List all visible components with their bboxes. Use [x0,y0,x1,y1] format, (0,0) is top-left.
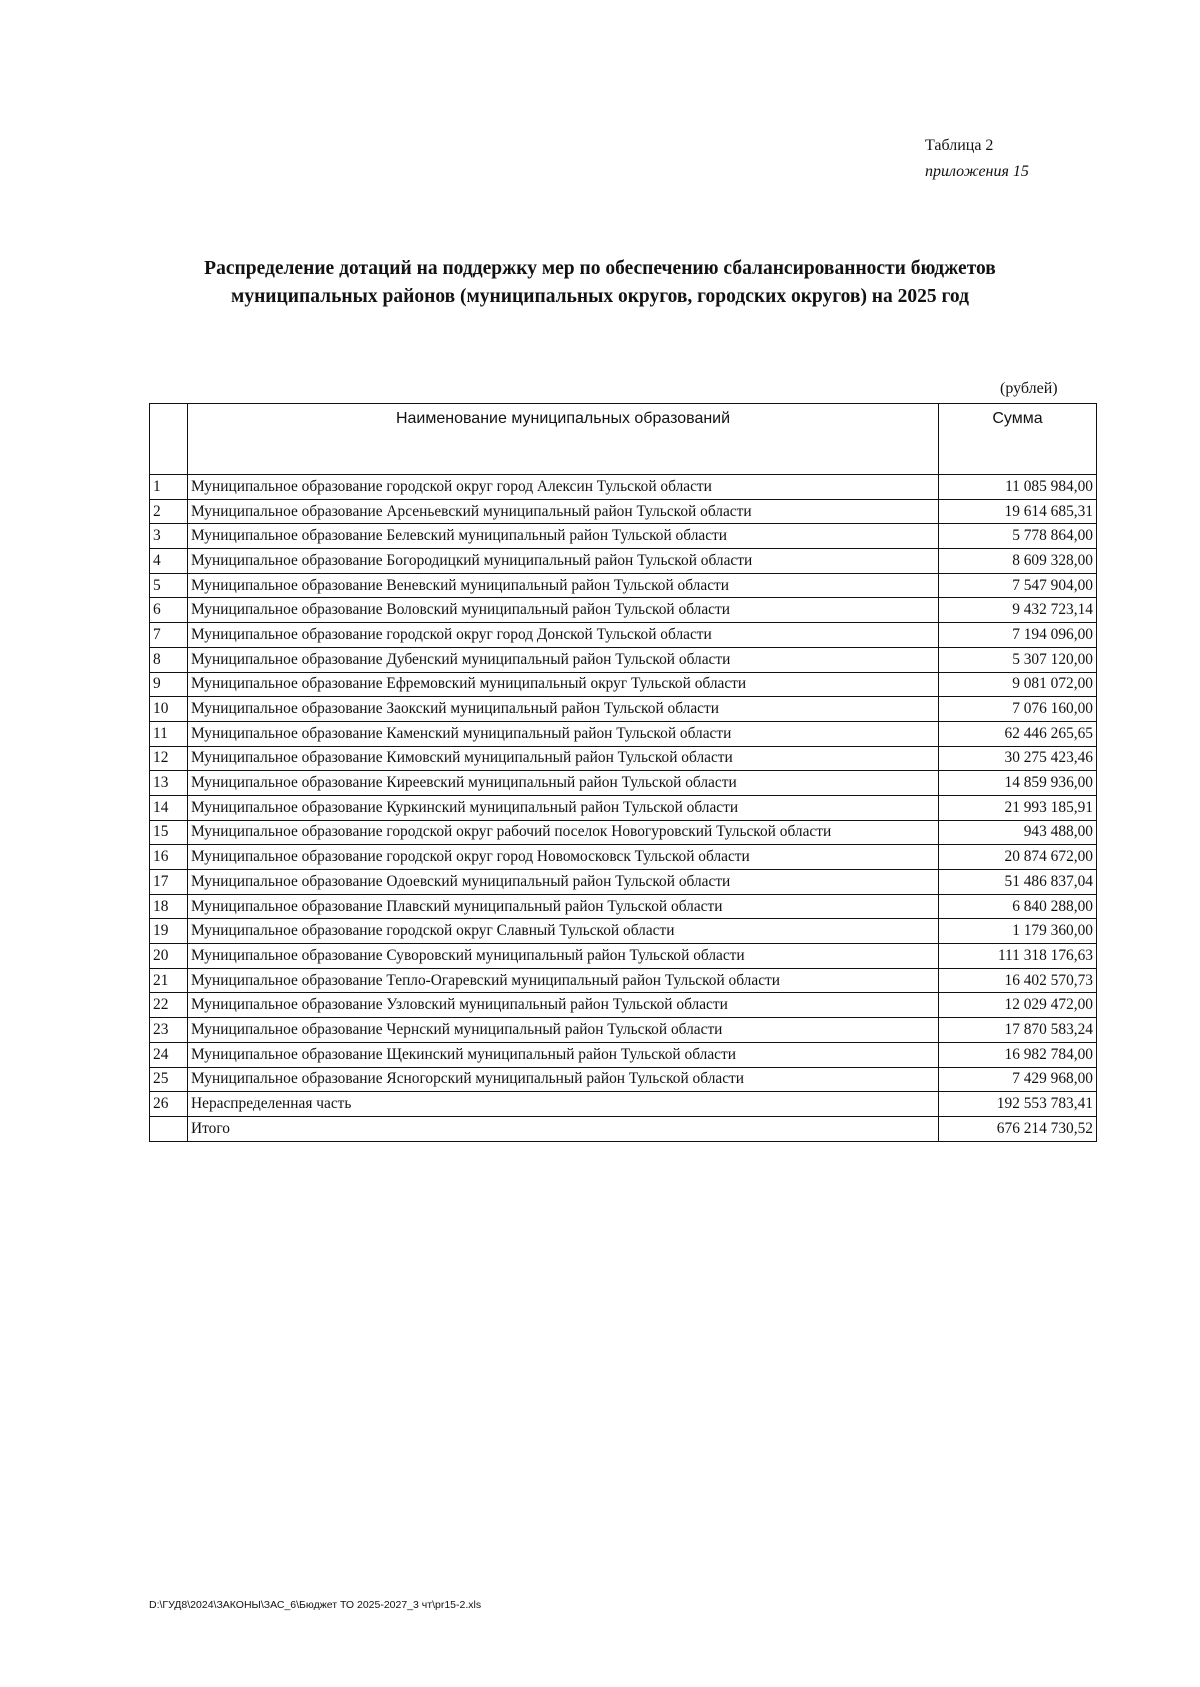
table-row [150,968,1097,993]
amount-cell: 9 432 723,14 [939,598,1097,623]
amount-cell: 9 081 072,00 [939,672,1097,697]
row-number-cell [150,1116,188,1141]
file-path-footer: D:\ГУД8\2024\ЗАКОНЫ\ЗАС_6\Бюджет ТО 2025-2027_3 чт\pr15-2.xls [149,1599,482,1611]
table-row [150,746,1097,771]
row-number-cell: 16 [150,845,188,870]
row-number-cell: 2 [150,499,188,524]
municipality-name-cell: Итого [188,1116,939,1141]
table-row [150,1042,1097,1067]
table-row [150,1018,1097,1043]
table-header-row [150,404,1097,475]
amount-cell: 20 874 672,00 [939,845,1097,870]
table-row [150,820,1097,845]
amount-cell: 676 214 730,52 [939,1116,1097,1141]
table-row [150,721,1097,746]
municipality-name-cell: Муниципальное образование Белевский муниципальный район Тульской области [188,524,939,549]
row-number-cell: 26 [150,1092,188,1117]
amount-cell: 7 547 904,00 [939,573,1097,598]
municipality-name-cell: Муниципальное образование Щекинский муниципальный район Тульской области [188,1042,939,1067]
row-number-cell: 22 [150,993,188,1018]
municipality-name-cell: Муниципальное образование Заокский муниципальный район Тульской области [188,697,939,722]
table-row [150,771,1097,796]
amount-cell: 16 982 784,00 [939,1042,1097,1067]
municipality-name-cell: Муниципальное образование Ясногорский муниципальный район Тульской области [188,1067,939,1092]
municipality-name-cell: Муниципальное образование городской округ Славный Тульской области [188,919,939,944]
row-number-cell: 13 [150,771,188,796]
municipality-name-cell: Муниципальное образование Богородицкий муниципальный район Тульской области [188,549,939,574]
row-number-cell: 20 [150,944,188,969]
municipality-name-cell: Муниципальное образование Арсеньевский муниципальный район Тульской области [188,499,939,524]
amount-cell: 17 870 583,24 [939,1018,1097,1043]
amount-cell: 7 076 160,00 [939,697,1097,722]
amount-cell: 62 446 265,65 [939,721,1097,746]
table-row [150,475,1097,500]
header-attachment [925,133,1029,185]
municipality-name-cell: Муниципальное образование Дубенский муниципальный район Тульской области [188,647,939,672]
municipality-name-cell: Муниципальное образование Каменский муниципальный район Тульской области [188,721,939,746]
amount-cell: 14 859 936,00 [939,771,1097,796]
amount-cell: 12 029 472,00 [939,993,1097,1018]
table-row [150,845,1097,870]
row-number-cell: 7 [150,623,188,648]
row-number-cell: 10 [150,697,188,722]
amount-cell: 7 194 096,00 [939,623,1097,648]
municipality-name-cell: Муниципальное образование городской округ город Донской Тульской области [188,623,939,648]
total-row [150,1116,1097,1141]
appendix-label: приложения 15 [925,163,1029,180]
table-row [150,549,1097,574]
municipality-name-cell: Муниципальное образование Воловский муниципальный район Тульской области [188,598,939,623]
amount-cell: 30 275 423,46 [939,746,1097,771]
row-number-cell: 19 [150,919,188,944]
table-row [150,1067,1097,1092]
municipality-name-cell: Муниципальное образование Ефремовский муниципальный округ Тульской области [188,672,939,697]
row-number-cell: 15 [150,820,188,845]
row-number-cell: 4 [150,549,188,574]
municipality-name-cell: Муниципальное образование Веневский муниципальный район Тульской области [188,573,939,598]
table-label: Таблица 2 [925,137,994,154]
document-title [120,255,1080,311]
table-row [150,870,1097,895]
row-number-cell: 18 [150,894,188,919]
table-row [150,672,1097,697]
table-row [150,919,1097,944]
municipality-name-cell: Муниципальное образование городской округ город Алексин Тульской области [188,475,939,500]
title-line-2: муниципальных районов (муниципальных округов, городских округов) на 2025 год [231,286,969,307]
row-number-cell: 17 [150,870,188,895]
table-body [150,475,1097,1142]
amount-cell: 21 993 185,91 [939,795,1097,820]
amount-cell: 1 179 360,00 [939,919,1097,944]
row-number-cell: 14 [150,795,188,820]
amount-cell: 7 429 968,00 [939,1067,1097,1092]
amount-cell: 111 318 176,63 [939,944,1097,969]
municipality-name-cell: Муниципальное образование Чернский муниципальный район Тульской области [188,1018,939,1043]
municipality-name-cell: Муниципальное образование Одоевский муниципальный район Тульской области [188,870,939,895]
units-label: (рублей) [1000,380,1058,397]
row-number-cell: 1 [150,475,188,500]
row-number-cell: 11 [150,721,188,746]
row-number-cell: 12 [150,746,188,771]
title-line-1: Распределение дотаций на поддержку мер по обеспечению сбалансированности бюджетов [204,258,996,279]
municipality-name-cell: Муниципальное образование Плавский муниципальный район Тульской области [188,894,939,919]
municipality-name-cell: Муниципальное образование Узловский муниципальный район Тульской области [188,993,939,1018]
table-row [150,623,1097,648]
table-row [150,598,1097,623]
header-num-cell [150,404,188,475]
table-row [150,524,1097,549]
row-number-cell: 24 [150,1042,188,1067]
row-number-cell: 23 [150,1018,188,1043]
table-row [150,697,1097,722]
municipality-name-cell: Нераспределенная часть [188,1092,939,1117]
table-row [150,944,1097,969]
table-row [150,1092,1097,1117]
table-row [150,894,1097,919]
header-sum-cell: Сумма [939,404,1097,475]
row-number-cell: 5 [150,573,188,598]
municipality-name-cell: Муниципальное образование Киреевский муниципальный район Тульской области [188,771,939,796]
amount-cell: 11 085 984,00 [939,475,1097,500]
amount-cell: 8 609 328,00 [939,549,1097,574]
municipality-name-cell: Муниципальное образование Кимовский муниципальный район Тульской области [188,746,939,771]
row-number-cell: 21 [150,968,188,993]
amount-cell: 5 307 120,00 [939,647,1097,672]
header-name-cell: Наименование муниципальных образований [188,404,939,475]
table-row [150,647,1097,672]
municipality-name-cell: Муниципальное образование Суворовский муниципальный район Тульской области [188,944,939,969]
amount-cell: 16 402 570,73 [939,968,1097,993]
table-row [150,573,1097,598]
amount-cell: 943 488,00 [939,820,1097,845]
row-number-cell: 8 [150,647,188,672]
table-row [150,993,1097,1018]
municipality-name-cell: Муниципальное образование Тепло-Огаревский муниципальный район Тульской области [188,968,939,993]
row-number-cell: 6 [150,598,188,623]
amount-cell: 51 486 837,04 [939,870,1097,895]
distribution-table [149,403,1097,1142]
municipality-name-cell: Муниципальное образование Куркинский муниципальный район Тульской области [188,795,939,820]
row-number-cell: 9 [150,672,188,697]
municipality-name-cell: Муниципальное образование городской округ город Новомосковск Тульской области [188,845,939,870]
municipality-name-cell: Муниципальное образование городской округ рабочий поселок Новогуровский Тульской области [188,820,939,845]
amount-cell: 6 840 288,00 [939,894,1097,919]
row-number-cell: 3 [150,524,188,549]
table-row [150,795,1097,820]
row-number-cell: 25 [150,1067,188,1092]
amount-cell: 192 553 783,41 [939,1092,1097,1117]
table-row [150,499,1097,524]
amount-cell: 19 614 685,31 [939,499,1097,524]
amount-cell: 5 778 864,00 [939,524,1097,549]
